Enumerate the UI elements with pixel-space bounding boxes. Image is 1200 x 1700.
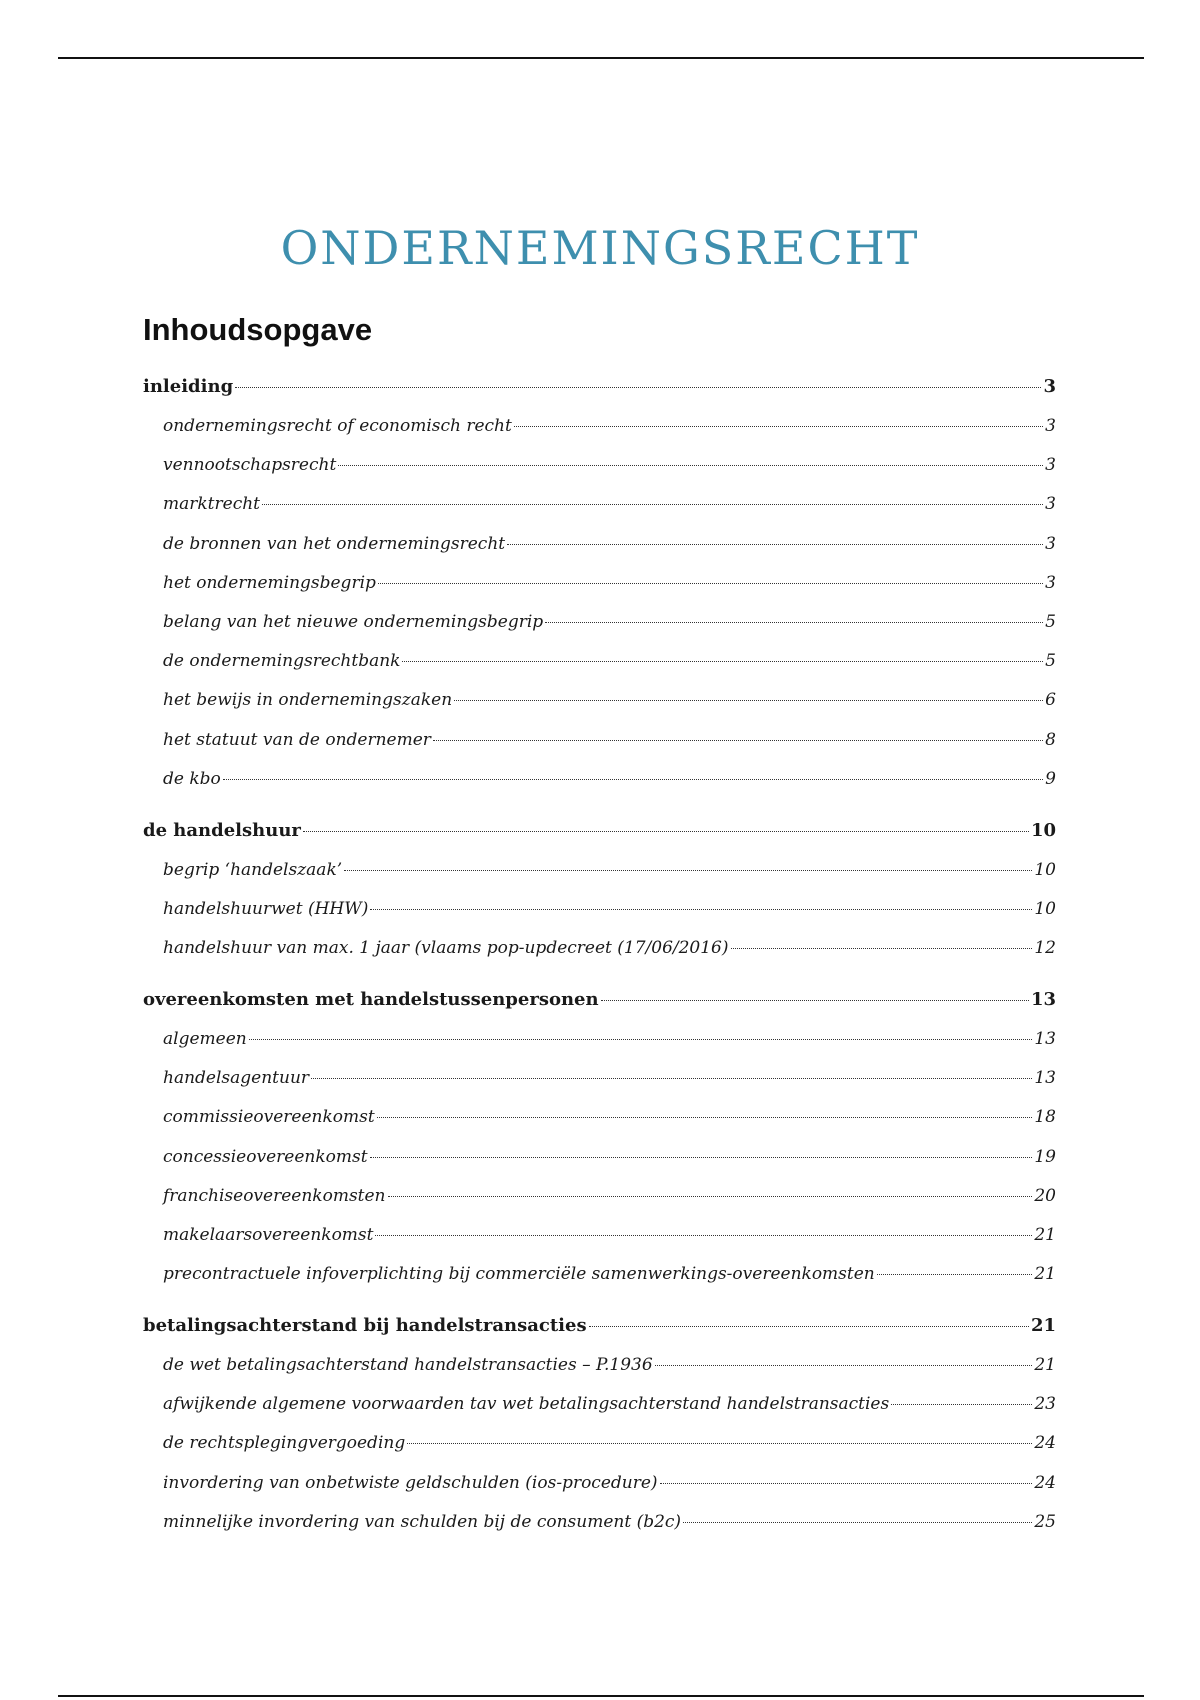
toc-entry-label[interactable]: het statuut van de ondernemer <box>163 729 431 750</box>
dot-leader <box>377 1117 1033 1118</box>
toc-subsection-entry[interactable] <box>163 1512 1056 1542</box>
toc-page-number: 9 <box>1045 768 1056 789</box>
dot-leader <box>402 661 1043 662</box>
dot-leader <box>407 1443 1032 1444</box>
toc-subsection-entry[interactable] <box>163 938 1056 968</box>
toc-page-number: 13 <box>1034 1068 1056 1089</box>
dot-leader <box>655 1365 1033 1366</box>
toc-page-number: 21 <box>1034 1264 1056 1285</box>
toc-entry-label[interactable]: de handelshuur <box>143 820 301 841</box>
toc-section-entry[interactable] <box>143 820 1056 850</box>
toc-subsection-entry[interactable] <box>163 1433 1056 1463</box>
toc-page-number: 24 <box>1034 1472 1056 1493</box>
toc-section-entry[interactable] <box>143 1315 1056 1345</box>
toc-entry-label[interactable]: algemeen <box>163 1029 247 1049</box>
dot-leader <box>378 583 1043 584</box>
toc-subsection-entry[interactable] <box>163 534 1056 564</box>
dot-leader <box>388 1196 1033 1197</box>
header-rule <box>58 57 1144 59</box>
toc-page-number: 13 <box>1030 989 1056 1010</box>
toc-entry-label[interactable]: de wet betalingsachterstand handelstransacties – P.1936 <box>163 1355 653 1375</box>
toc-page-number: 20 <box>1034 1185 1056 1206</box>
toc-subsection-entry[interactable] <box>163 1264 1056 1294</box>
toc-page-number: 25 <box>1034 1511 1056 1532</box>
toc-subsection-entry[interactable] <box>163 730 1056 760</box>
toc-subsection-entry[interactable] <box>163 1473 1056 1503</box>
toc-entry-label[interactable]: ondernemingsrecht of economisch recht <box>163 416 512 436</box>
toc-page-number: 23 <box>1034 1394 1056 1415</box>
toc-entry-label[interactable]: de kbo <box>163 768 221 789</box>
toc-entry-label[interactable]: commissieovereenkomst <box>163 1107 375 1128</box>
dot-leader <box>891 1404 1032 1405</box>
dot-leader <box>731 948 1033 949</box>
dot-leader <box>683 1522 1032 1523</box>
toc-section-entry[interactable] <box>143 376 1056 406</box>
toc-page-number: 21 <box>1034 1225 1056 1245</box>
toc-page-number: 10 <box>1034 899 1056 920</box>
toc-entry-label[interactable]: de ondernemingsrechtbank <box>163 651 401 672</box>
toc-subsection-entry[interactable] <box>163 860 1056 890</box>
toc-page-number: 3 <box>1045 494 1056 515</box>
dot-leader <box>545 622 1043 623</box>
toc-entry-label[interactable]: minnelijke invordering van schulden bij de consument (b2c) <box>163 1511 682 1532</box>
toc-heading: Inhoudsopgave <box>143 312 373 347</box>
toc-page-number: 3 <box>1043 376 1056 397</box>
toc-subsection-entry[interactable] <box>163 1394 1056 1424</box>
toc-entry-label[interactable]: precontractuele infoverplichting bij commerciële samenwerkings-overeenkomsten <box>163 1264 875 1285</box>
dot-leader <box>507 544 1043 545</box>
dot-leader <box>262 504 1043 505</box>
toc-subsection-entry[interactable] <box>163 1029 1056 1059</box>
dot-leader <box>370 909 1032 910</box>
dot-leader <box>303 831 1029 832</box>
dot-leader <box>338 465 1043 466</box>
toc-entry-label[interactable]: handelsagentuur <box>163 1068 310 1089</box>
dot-leader <box>344 870 1032 871</box>
toc-page-number: 3 <box>1045 533 1056 554</box>
toc-subsection-entry[interactable] <box>163 1225 1056 1255</box>
toc-page-number: 3 <box>1045 416 1056 436</box>
toc-entry-label[interactable]: begrip ‘handelszaak’ <box>163 860 343 880</box>
toc-entry-label[interactable]: handelshuurwet (HHW) <box>163 899 369 920</box>
toc-entry-label[interactable]: inleiding <box>143 376 234 397</box>
toc-entry-label[interactable]: invordering van onbetwiste geldschulden (ios-procedure) <box>163 1472 658 1493</box>
dot-leader <box>370 1157 1033 1158</box>
dot-leader <box>589 1326 1029 1327</box>
toc-page-number: 24 <box>1034 1433 1056 1454</box>
dot-leader <box>877 1274 1033 1275</box>
toc-subsection-entry[interactable] <box>163 1068 1056 1098</box>
toc-entry-label[interactable]: belang van het nieuwe ondernemingsbegrip <box>163 612 544 632</box>
toc-subsection-entry[interactable] <box>163 1147 1056 1177</box>
toc-subsection-entry[interactable] <box>163 416 1056 446</box>
toc-entry-label[interactable]: marktrecht <box>163 494 261 515</box>
toc-page-number: 13 <box>1034 1029 1056 1049</box>
toc-subsection-entry[interactable] <box>163 573 1056 603</box>
toc-page-number: 3 <box>1045 572 1056 593</box>
toc-page-number: 6 <box>1045 690 1056 711</box>
dot-leader <box>433 740 1043 741</box>
toc-subsection-entry[interactable] <box>163 455 1056 485</box>
toc-section-entry[interactable] <box>143 989 1056 1019</box>
dot-leader <box>249 1039 1033 1040</box>
toc-entry-label[interactable]: vennootschapsrecht <box>163 455 337 476</box>
dot-leader <box>235 387 1041 388</box>
toc-entry-label[interactable]: het ondernemingsbegrip <box>163 572 376 593</box>
toc-subsection-entry[interactable] <box>163 690 1056 720</box>
toc-subsection-entry[interactable] <box>163 1186 1056 1216</box>
toc-subsection-entry[interactable] <box>163 769 1056 799</box>
dot-leader <box>514 426 1043 427</box>
toc-subsection-entry[interactable] <box>163 494 1056 524</box>
dot-leader <box>660 1483 1033 1484</box>
toc-entry-label[interactable]: het bewijs in ondernemingszaken <box>163 690 453 711</box>
toc-entry-label[interactable]: afwijkende algemene voorwaarden tav wet betalingsachterstand handelstransacties <box>163 1394 890 1415</box>
toc-entry-label[interactable]: de rechtsplegingvergoeding <box>163 1433 406 1454</box>
toc-page-number: 5 <box>1045 612 1056 632</box>
dot-leader <box>375 1235 1032 1236</box>
toc-entry-label[interactable]: concessieovereenkomst <box>163 1146 368 1167</box>
toc-subsection-entry[interactable] <box>163 1107 1056 1137</box>
toc-subsection-entry[interactable] <box>163 899 1056 929</box>
toc-entry-label[interactable]: overeenkomsten met handelstussenpersonen <box>143 989 599 1010</box>
toc-page-number: 5 <box>1045 651 1056 672</box>
toc-page-number: 12 <box>1034 938 1056 959</box>
dot-leader <box>311 1078 1032 1079</box>
toc-subsection-entry[interactable] <box>163 612 1056 642</box>
toc-entry-label[interactable]: de bronnen van het ondernemingsrecht <box>163 533 506 554</box>
toc-page-number: 8 <box>1045 729 1056 750</box>
toc-subsection-entry[interactable] <box>163 651 1056 681</box>
dot-leader <box>454 700 1043 701</box>
toc-entry-label[interactable]: makelaarsovereenkomst <box>163 1225 374 1245</box>
toc-page-number: 21 <box>1034 1355 1056 1375</box>
footer-rule <box>58 1695 1144 1697</box>
toc-page-number: 10 <box>1030 820 1056 841</box>
toc-page-number: 3 <box>1045 455 1056 476</box>
toc-entry-label[interactable]: franchiseovereenkomsten <box>163 1185 386 1206</box>
toc-entry-label[interactable]: betalingsachterstand bij handelstransacties <box>143 1315 587 1336</box>
dot-leader <box>601 1000 1029 1001</box>
toc-entry-label[interactable]: handelshuur van max. 1 jaar (vlaams pop-updecreet (17/06/2016) <box>163 938 729 959</box>
toc-page-number: 10 <box>1034 860 1056 880</box>
toc-page-number: 21 <box>1030 1315 1056 1336</box>
toc-page-number: 19 <box>1034 1146 1056 1167</box>
document-title: ONDERNEMINGSRECHT <box>280 221 920 275</box>
toc-subsection-entry[interactable] <box>163 1355 1056 1385</box>
toc-page-number: 18 <box>1034 1107 1056 1128</box>
dot-leader <box>223 779 1043 780</box>
